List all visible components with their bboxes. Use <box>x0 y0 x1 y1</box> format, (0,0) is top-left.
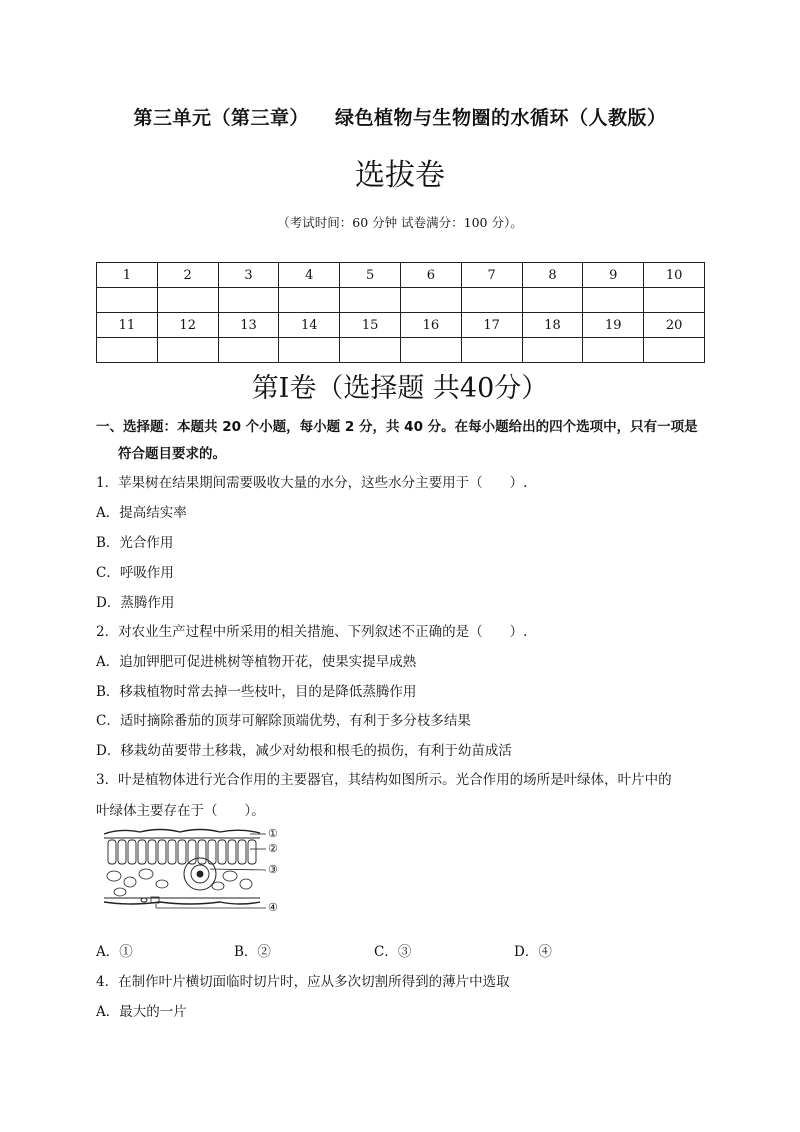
grid-cell-number: 1 <box>97 263 158 288</box>
answer-grid <box>96 262 705 363</box>
grid-cell-number: 4 <box>279 263 340 288</box>
answer-grid-blank-row-2 <box>97 338 705 363</box>
figure-label-2: ② <box>268 842 278 855</box>
question-2-option-a[interactable]: A．追加钾肥可促进桃树等植物开花，使果实提早成熟 <box>96 654 417 670</box>
grid-answer-cell[interactable] <box>522 338 583 363</box>
grid-answer-cell[interactable] <box>340 288 401 313</box>
question-3-option-d[interactable]: D．④ <box>514 944 552 960</box>
question-3-option-c[interactable]: C．③ <box>374 944 412 960</box>
grid-answer-cell[interactable] <box>644 288 705 313</box>
grid-answer-cell[interactable] <box>157 338 218 363</box>
question-1-option-a[interactable]: A．提高结实率 <box>96 505 187 521</box>
question-1-option-d[interactable]: D．蒸腾作用 <box>96 595 175 611</box>
question-1-stem: 1．苹果树在结果期间需要吸收大量的水分，这些水分主要用于（ ）. <box>96 475 528 491</box>
grid-answer-cell[interactable] <box>461 288 522 313</box>
grid-answer-cell[interactable] <box>644 338 705 363</box>
grid-cell-number: 20 <box>644 313 705 338</box>
grid-cell-number: 5 <box>340 263 401 288</box>
grid-answer-cell[interactable] <box>400 338 461 363</box>
grid-cell-number: 9 <box>583 263 644 288</box>
grid-answer-cell[interactable] <box>97 338 158 363</box>
grid-cell-number: 19 <box>583 313 644 338</box>
grid-answer-cell[interactable] <box>218 288 279 313</box>
grid-cell-number: 7 <box>461 263 522 288</box>
question-3-stem-line-2: 叶绿体主要存在于（ ）。 <box>96 803 265 819</box>
grid-cell-number: 8 <box>522 263 583 288</box>
grid-answer-cell[interactable] <box>279 288 340 313</box>
exam-info: （考试时间：60 分钟 试卷满分：100 分）。 <box>277 215 523 230</box>
instruction-line-1: 一、选择题：本题共 20 个小题，每小题 2 分，共 40 分。在每小题给出的四个选项中，只有一项是 <box>96 419 698 435</box>
grid-cell-number: 6 <box>400 263 461 288</box>
grid-cell-number: 11 <box>97 313 158 338</box>
title-topic: 绿色植物与生物圈的水循环（人教版） <box>335 107 667 129</box>
grid-answer-cell[interactable] <box>583 338 644 363</box>
question-3-stem-line-1: 3．叶是植物体进行光合作用的主要器官，其结构如图所示。光合作用的场所是叶绿体，叶片中的 <box>96 772 672 788</box>
figure-label-3: ③ <box>268 863 278 876</box>
document-title <box>0 103 800 130</box>
question-2-stem: 2．对农业生产过程中所采用的相关措施、下列叙述不正确的是（ ）. <box>96 624 528 640</box>
grid-answer-cell[interactable] <box>461 338 522 363</box>
question-4-stem: 4．在制作叶片横切面临时切片时，应从多次切割所得到的薄片中选取 <box>96 974 510 990</box>
title-chapter: 第三单元（第三章） <box>133 107 309 129</box>
question-1-option-b[interactable]: B．光合作用 <box>96 535 174 551</box>
grid-answer-cell[interactable] <box>279 338 340 363</box>
grid-answer-cell[interactable] <box>340 338 401 363</box>
answer-grid-blank-row-1 <box>97 288 705 313</box>
section-title: 第Ⅰ卷（选择题 共40分） <box>251 373 549 404</box>
grid-cell-number: 2 <box>157 263 218 288</box>
grid-cell-number: 10 <box>644 263 705 288</box>
grid-answer-cell[interactable] <box>522 288 583 313</box>
question-2-option-b[interactable]: B．移栽植物时常去掉一些枝叶，目的是降低蒸腾作用 <box>96 684 417 700</box>
figure-label-4: ④ <box>268 901 278 914</box>
question-3-option-a[interactable]: A．① <box>96 944 133 960</box>
question-4-option-a[interactable]: A．最大的一片 <box>96 1004 187 1020</box>
grid-cell-number: 3 <box>218 263 279 288</box>
leaf-cross-section-figure <box>100 824 290 924</box>
question-2-option-d[interactable]: D．移栽幼苗要带土移栽，减少对幼根和根毛的损伤，有利于幼苗成活 <box>96 743 512 759</box>
section-instructions <box>96 414 706 468</box>
grid-answer-cell[interactable] <box>97 288 158 313</box>
grid-cell-number: 18 <box>522 313 583 338</box>
leaf-cross-section-diagram <box>100 824 290 924</box>
grid-cell-number: 15 <box>340 313 401 338</box>
grid-cell-number: 12 <box>157 313 218 338</box>
grid-cell-number: 17 <box>461 313 522 338</box>
grid-answer-cell[interactable] <box>218 338 279 363</box>
grid-cell-number: 14 <box>279 313 340 338</box>
instruction-line-2: 符合题目要求的。 <box>118 446 226 462</box>
grid-cell-number: 16 <box>400 313 461 338</box>
answer-grid-header-row-1 <box>97 263 705 288</box>
figure-label-1: ① <box>268 827 278 840</box>
grid-answer-cell[interactable] <box>583 288 644 313</box>
question-3-option-b[interactable]: B．② <box>234 944 271 960</box>
document-subtitle: 选拔卷 <box>355 158 445 193</box>
question-1-option-c[interactable]: C．呼吸作用 <box>96 565 174 581</box>
question-2-option-c[interactable]: C．适时摘除番茄的顶芽可解除顶端优势，有利于多分枝多结果 <box>96 713 471 729</box>
grid-cell-number: 13 <box>218 313 279 338</box>
answer-grid-header-row-2 <box>97 313 705 338</box>
grid-answer-cell[interactable] <box>157 288 218 313</box>
grid-answer-cell[interactable] <box>400 288 461 313</box>
